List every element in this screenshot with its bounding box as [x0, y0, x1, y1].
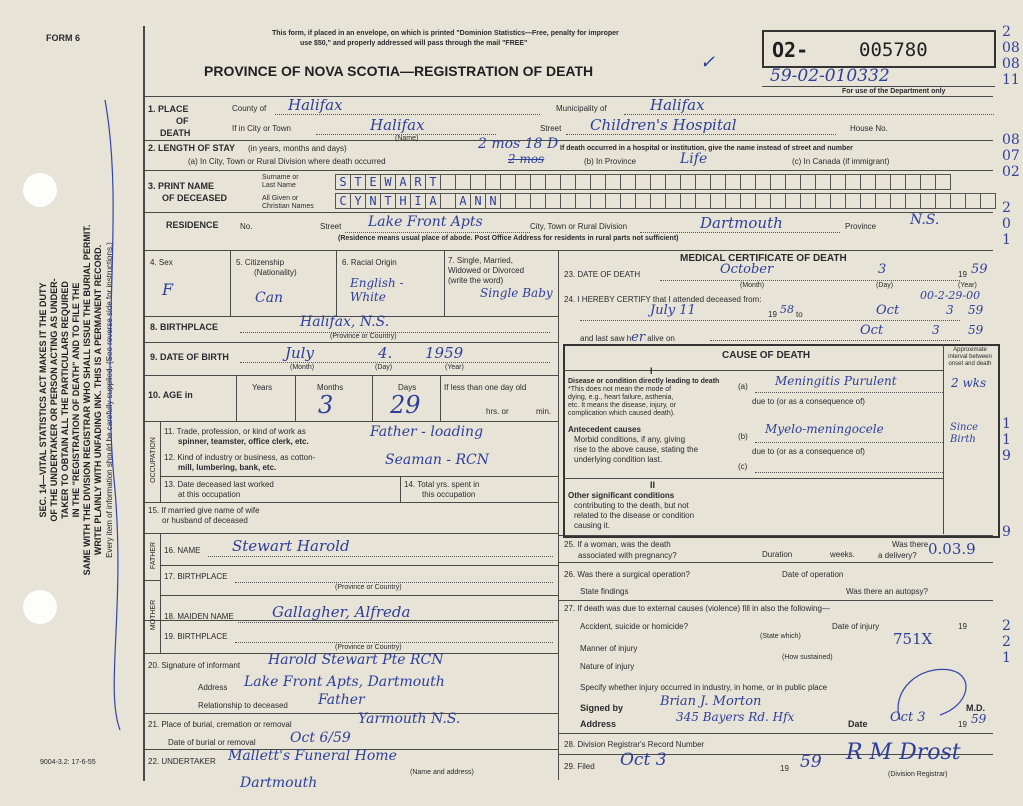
marital-label: 7. Single, Married, Widowed or Divorced (write the word) [448, 256, 525, 285]
surg26-text: Was there a surgical operation? [577, 570, 690, 579]
surname-char: R [411, 175, 426, 189]
undertaker-label: 22. UNDERTAKER [148, 757, 216, 766]
filed-nineteen: 19 [780, 764, 789, 773]
stay-c-label: (c) In Canada (if immigrant) [792, 157, 890, 166]
maiden18-text: MAIDEN NAME [177, 612, 234, 621]
months-label: Months [317, 383, 344, 392]
surname-label [262, 174, 299, 190]
date-burial-label: Date of burial or removal [168, 738, 256, 747]
state-findings-label: State findings [580, 587, 629, 596]
death-month: October [720, 262, 774, 277]
cause-a5: complication which caused death). [568, 410, 676, 417]
sign-address-label: Address [580, 719, 617, 729]
duration-label: Duration [762, 550, 793, 559]
stay-province-value: Life [680, 151, 708, 167]
surg26-label: 26. Was there a surgical operation? [564, 570, 690, 579]
dob-month: July [285, 344, 314, 362]
ante4: underlying condition last. [574, 455, 663, 464]
side-line-7: Every item of information should be carefully supplied. (See reverse side for instructions.) [105, 242, 114, 558]
side-line-3: TAKER TO OBTAIN ALL THE PARTICULARS REQUIRED [60, 281, 70, 519]
christian-text: Christian Names [262, 203, 314, 210]
margin-code: 2 [1002, 24, 1011, 40]
county-value: Halifax [288, 96, 343, 114]
date-death-label: 23. DATE OF DEATH [564, 270, 641, 279]
side-line-1: SEC. 14—VITAL STATISTICS ACT MAKES IT THE DUTY [38, 282, 48, 518]
dob-year-sub: (Year) [445, 364, 464, 371]
cause-a-value: Meningitis Purulent [775, 374, 897, 388]
municipality-label: Municipality of [556, 104, 607, 113]
cause-a-desc [568, 378, 719, 418]
margin-code: 2 [1002, 200, 1011, 216]
signature-loop [880, 660, 980, 730]
manner-label: Manner of injury [580, 644, 638, 653]
stay-note: (in years, months and days) [248, 144, 347, 153]
margin-code: 1 [1002, 416, 1011, 432]
occ12a-text: Kind of industry or business, as cotton- [177, 453, 316, 462]
attended-nineteen: 19 [768, 310, 777, 319]
dob-month-sub: (Month) [290, 364, 315, 371]
attended-to: Oct [876, 303, 900, 318]
years-label: Years [252, 383, 273, 392]
occ12b-text: mill, lumbering, bank, etc. [178, 463, 277, 472]
occ14-label: 14. Total yrs. spent in this occupation [404, 480, 480, 499]
birthplace17-label: 17. BIRTHPLACE [164, 572, 228, 581]
alive-on-value: Oct [860, 323, 884, 338]
given-char [441, 194, 456, 208]
date-injury-label: Date of injury [832, 622, 880, 631]
registration-number-box [762, 30, 996, 68]
other1: Other significant conditions [568, 491, 675, 500]
single-text: Single, Married, [456, 256, 513, 265]
marital-value: Single Baby [480, 286, 553, 300]
birthplace-label: 8. BIRTHPLACE [150, 322, 219, 332]
reg28-label: 28. Division Registrar's Record Number [564, 740, 705, 749]
father-name: Stewart Harold [232, 537, 350, 555]
burial-place: Yarmouth N.S. [358, 711, 461, 727]
filed-year: 59 [800, 752, 822, 772]
ante3: rise to the above cause, stating the [574, 445, 699, 454]
county-label: County of [232, 104, 267, 113]
manner-code: 751X [893, 630, 933, 648]
house-no-label: House No. [850, 124, 888, 133]
filed-date: Oct 3 [620, 750, 667, 770]
surname-char: E [366, 175, 381, 189]
roman-two: II [650, 480, 656, 490]
occupation-vertical: OCCUPATION [150, 437, 157, 483]
given-grid [335, 193, 996, 209]
burial-date: Oct 6/59 [290, 730, 351, 746]
other3: related to the disease or condition [574, 511, 695, 520]
age-label: 10. AGE in [148, 390, 193, 400]
margin-code: 08 [1002, 40, 1020, 56]
surname-char: A [396, 175, 411, 189]
envelope-note-1: This form, if placed in an envelope, on which is printed "Dominion Statistics—Free, penalty for improper [272, 30, 619, 37]
given-char: A [426, 194, 441, 208]
margin-code: 9 [1002, 524, 1011, 540]
other2: contributing to the death, but not [574, 501, 689, 510]
blue-pen-stroke [95, 90, 135, 740]
side-line-2: OF THE UNDERTAKER OR PERSON ACTING AS UNDER- [49, 278, 59, 522]
side-line-5: SAME WITH THE DIVISION REGISTRAR WHO SHALL ISSUE THE BURIAL PERMIT. [82, 224, 92, 576]
given-char: T [381, 194, 396, 208]
margin-code: 9 [1002, 448, 1011, 464]
residence-no: No. [240, 222, 253, 231]
birthplace19-text: BIRTHPLACE [177, 632, 228, 641]
death-nineteen: 19 [958, 270, 967, 279]
margin-code: 2 [1002, 634, 1011, 650]
sig20-label: 20. Signature of informant [148, 661, 241, 670]
of-deceased-text: OF DECEASED [162, 193, 228, 203]
occ14b-text: this occupation [422, 490, 476, 499]
citizenship-value: Can [255, 290, 284, 306]
sex-value: F [162, 280, 174, 299]
certify-label: 24. I HEREBY CERTIFY that I attended deceased from: [564, 295, 762, 304]
all-given-text: All Given or [262, 195, 299, 202]
ext27-text: If death was due to external causes (violence) fill in also the following— [577, 604, 830, 613]
given-char: N [486, 194, 501, 208]
cause-a1: Disease or condition directly leading to death [568, 378, 720, 385]
reg-prefix: O2- [772, 38, 809, 62]
occ11a-text: Trade, profession, or kind of work as [176, 427, 306, 436]
length-stay-label: 2. LENGTH OF STAY [148, 143, 236, 153]
residence-city: Dartmouth [700, 214, 783, 232]
death-day-sub: (Day) [876, 282, 894, 289]
weeks-label: weeks. [830, 550, 855, 559]
date-op-label: Date of operation [782, 570, 844, 579]
dob-label: 9. DATE OF BIRTH [150, 352, 229, 362]
margin-code: 02 [1002, 164, 1020, 180]
preg25-label: 25. If a woman, was the death associated with pregnancy? [564, 540, 677, 560]
margin-code: 07 [1002, 148, 1020, 164]
margin-code: 11 [1002, 72, 1020, 88]
widowed-text: Widowed or Divorced [448, 266, 525, 275]
surname-char: W [381, 175, 396, 189]
stay-a-label: (a) In City, Town or Rural Division where death occurred [188, 157, 386, 166]
cause-b-value: Myelo-meningocele [765, 422, 884, 436]
birthplace17-text: BIRTHPLACE [177, 572, 228, 581]
print-name-text: PRINT NAME [158, 181, 215, 191]
city-value: Halifax [370, 116, 425, 134]
signed-by-label: Signed by [580, 703, 624, 713]
date-death-text: DATE OF DEATH [577, 270, 641, 279]
footer-code: 9004-3.2: 17-6-55 [40, 759, 96, 766]
form-id: FORM 6 [46, 33, 81, 43]
burial21-text: Place of burial, cremation or removal [161, 720, 292, 729]
birthplace-sub: (Province or Country) [330, 333, 397, 340]
cause-b-marker: (b) [738, 432, 748, 441]
right-margin-codes [1002, 24, 1020, 666]
occ14a-text: Total yrs. spent in [417, 480, 480, 489]
married-text: If married give name of wife [161, 506, 260, 515]
nature-label: Nature of injury [580, 662, 635, 671]
antecedent-desc [568, 425, 698, 465]
dept-use: For use of the Department only [842, 88, 946, 95]
age-text: AGE in [162, 390, 193, 400]
margin-code: 0 [1002, 216, 1011, 232]
roman-one: I [650, 366, 653, 376]
prov-country-19: (Province or Country) [335, 644, 402, 651]
occ11-label: 11. Trade, profession, or kind of work as spinner, teamster, office clerk, etc. [164, 427, 309, 446]
name-sub: (Name) [395, 135, 419, 142]
filed29-text: Filed [577, 762, 595, 771]
burial21-label: 21. Place of burial, cremation or removal [148, 720, 292, 729]
residence-note: (Residence means usual place of abode. Post Office Address for residents in rural parts not sufficient) [338, 235, 679, 242]
certify-text: I HEREBY CERTIFY that I attended deceased from: [577, 295, 762, 304]
injury-nineteen: 19 [958, 622, 967, 631]
length-stay-text: LENGTH OF STAY [158, 143, 236, 153]
occ11b-text: spinner, teamster, office clerk, etc. [178, 437, 309, 446]
alive-on-day: 3 [932, 323, 940, 337]
cause-a4: etc. It means the disease, injury, or [568, 402, 677, 409]
relationship-label: Relationship to deceased [198, 701, 288, 710]
reg28-text: Division Registrar's Record Number [577, 740, 705, 749]
surname-char: T [351, 175, 366, 189]
street-value: Children's Hospital [590, 116, 737, 134]
given-char: N [366, 194, 381, 208]
delivery-b: a delivery? [878, 551, 917, 560]
surname-char: S [336, 175, 351, 189]
birthplace-text: BIRTHPLACE [160, 322, 219, 332]
filed29-label: 29. Filed [564, 762, 595, 771]
residence-province: N.S. [910, 212, 940, 228]
div-registrar: (Division Registrar) [888, 771, 948, 778]
preg25a-text: If a woman, was the death [577, 540, 671, 549]
place-text: PLACE [158, 104, 189, 114]
how-sustained: (How sustained) [782, 654, 833, 661]
sex-text: Sex [158, 258, 173, 267]
hrs-label: hrs. or [486, 407, 509, 416]
print-name-label: 3. PRINT NAME OF DECEASED [148, 181, 228, 203]
mother-maiden: Gallagher, Alfreda [272, 603, 411, 621]
dob-day-sub: (Day) [375, 364, 393, 371]
approx-interval: Approximate interval between onset and death [948, 347, 992, 367]
or-husband-text: or husband of deceased [162, 516, 248, 525]
residence-province-label: Province [845, 222, 877, 231]
ante1: Antecedent causes [568, 425, 641, 434]
less-than-day: If less than one day old [444, 383, 527, 392]
hospital-note: If death occurred in a hospital or institution, give the name instead of street and number [560, 145, 853, 152]
ext27-label: 27. If death was due to external causes (violence) fill in also the following— [564, 604, 830, 613]
surname-text: Surname or [262, 174, 299, 181]
name-addr-sub: (Name and address) [410, 769, 474, 776]
accident-label: Accident, suicide or homicide? [580, 622, 689, 631]
autopsy-label: Was there an autopsy? [846, 587, 928, 596]
given-char: Y [351, 194, 366, 208]
delivery-a: Was there [892, 540, 929, 549]
death-text: DEATH [160, 128, 191, 138]
due-to-2: due to (or as a consequence of) [752, 447, 865, 456]
informant-value: Harold Stewart Pte RCN [268, 652, 444, 668]
municipality-value: Halifax [650, 96, 705, 114]
margin-code: 1 [1002, 432, 1011, 448]
days-label: Days [398, 383, 417, 392]
racial-text: Racial Origin [350, 258, 397, 267]
dob-year: 1959 [425, 344, 464, 362]
sign-nineteen: 19 [958, 720, 967, 729]
attended-to-label: to [796, 310, 803, 319]
delivery-value: 0.03.9 [928, 540, 976, 558]
place-label: 1. PLACE OF DEATH [148, 104, 191, 138]
age-months: 3 [318, 391, 334, 419]
stay-b-label: (b) In Province [584, 157, 637, 166]
other4: causing it. [574, 521, 611, 530]
margin-code: 08 [1002, 56, 1020, 72]
specify-label: Specify whether injury occurred in industry, in home, or in public place [580, 683, 828, 692]
attended-from-yr: 58 [780, 303, 794, 316]
delivery-label [878, 539, 928, 561]
sign-date-label: Date [848, 719, 868, 729]
reg-number: 005780 [859, 39, 928, 61]
racial-label: 6. Racial Origin [342, 258, 397, 267]
margin-code: 1 [1002, 650, 1011, 666]
sign-year: 59 [971, 712, 987, 726]
relationship-value: Father [318, 692, 365, 708]
given-char: N [471, 194, 486, 208]
undertaker2-value: Dartmouth [240, 775, 318, 791]
sign-address-value: 345 Bayers Rd. Hfx [676, 710, 795, 724]
father-vertical: FATHER [150, 541, 157, 570]
med-cert-title: MEDICAL CERTIFICATE OF DEATH [680, 253, 847, 264]
registrar-signature: R M Drost [846, 740, 961, 765]
margin-code: 1 [1002, 232, 1011, 248]
occ13b-text: at this occupation [178, 490, 241, 499]
death-day: 3 [878, 262, 887, 277]
occ11-value: Father - loading [370, 424, 484, 440]
alive-on-yr: 59 [968, 323, 984, 337]
street-label: Street [540, 124, 562, 133]
name16-label: 16. NAME [164, 546, 201, 555]
death-year: 59 [971, 262, 988, 277]
last-saw-text: and last saw h [580, 334, 632, 343]
undertaker-text: UNDERTAKER [161, 757, 216, 766]
reg-number-2: 59-02-010332 [770, 66, 890, 86]
margin-code: 2 [1002, 618, 1011, 634]
cause-a-marker: (a) [738, 382, 748, 391]
ante2: Morbid conditions, if any, giving [574, 435, 686, 444]
nationality-text: (Nationality) [254, 268, 297, 277]
surname-grid [335, 174, 951, 190]
residence-label: RESIDENCE [166, 220, 219, 230]
margin-code: 08 [1002, 132, 1020, 148]
cause-a2: *This does not mean the mode of [568, 386, 672, 393]
dob-day: 4. [378, 344, 393, 362]
inf-address-label: Address [198, 683, 228, 692]
birthplace-value: Halifax, N.S. [300, 314, 390, 330]
occ13-label: 13. Date deceased last worked at this occupation [164, 480, 274, 499]
other-desc [568, 491, 694, 531]
attended-to-yr: 59 [968, 303, 984, 317]
residence-city-label: City, Town or Rural Division [530, 222, 628, 231]
side-line-6: WRITE PLAINLY WITH UNFADING INK. THIS IS A PERMANENT RECORD. [93, 244, 103, 556]
undertaker-value: Mallett's Funeral Home [228, 748, 397, 764]
surname-char: T [426, 175, 441, 189]
sign-date-value: Oct 3 [890, 710, 926, 725]
occ12-value: Seaman - RCN [385, 452, 489, 468]
residence-street-label: Street [320, 222, 342, 231]
name16-text: NAME [177, 546, 201, 555]
occ13a-text: Date deceased last worked [177, 480, 274, 489]
attended-from: July 11 [650, 303, 696, 318]
inf-address-value: Lake Front Apts, Dartmouth [244, 674, 445, 690]
attended-extra: 00-2-29-00 [920, 289, 981, 302]
birthplace19-label: 19. BIRTHPLACE [164, 632, 228, 641]
envelope-note-2: use $50," and properly addressed will pass through the mail "FREE" [300, 40, 528, 47]
city-label: If in City or Town [232, 124, 291, 133]
mother-vertical: MOTHER [150, 599, 157, 631]
racial-value: English - White [350, 276, 404, 304]
given-char: H [396, 194, 411, 208]
given-label [262, 195, 314, 211]
sex-label: 4. Sex [150, 258, 173, 267]
attended-to-day: 3 [946, 303, 954, 317]
given-char: C [336, 194, 351, 208]
stay-city-value: 2 mos 18 D [478, 136, 559, 152]
death-year-sub: (Year) [958, 282, 977, 289]
dob-text: DATE OF BIRTH [160, 352, 229, 362]
form-title: PROVINCE OF NOVA SCOTIA—REGISTRATION OF DEATH [204, 63, 594, 79]
citizenship-label: 5. Citizenship (Nationality) [236, 258, 297, 277]
cause-a3: dying, e.g., heart failure, asthenia, [568, 394, 674, 401]
state-which: (State which) [760, 633, 801, 640]
married-label: 15. If married give name of wife or husband of deceased [148, 506, 260, 525]
occ12-label: 12. Kind of industry or business, as cotton- mill, lumbering, bank, etc. [164, 453, 316, 472]
given-char: A [456, 194, 471, 208]
residence-street: Lake Front Apts [368, 214, 483, 230]
death-month-sub: (Month) [740, 282, 765, 289]
maiden18-label: 18. MAIDEN NAME [164, 612, 234, 621]
preg25b-text: associated with pregnancy? [578, 551, 677, 560]
sig20-text: Signature of informant [161, 661, 241, 670]
cause-c-marker: (c) [738, 462, 748, 471]
cause-b-interval: Since Birth [950, 422, 979, 445]
cause-title: CAUSE OF DEATH [722, 350, 811, 361]
cause-a-interval: 2 wks [951, 376, 987, 390]
age-days: 29 [390, 391, 421, 419]
last-saw-label [580, 330, 675, 345]
prov-country-17: (Province or Country) [335, 584, 402, 591]
min-label: min. [536, 407, 552, 416]
write-word-text: (write the word) [448, 276, 504, 285]
given-char: I [411, 194, 426, 208]
alive-on-text: alive on [647, 334, 675, 343]
md-label: M.D. [966, 703, 985, 713]
due-to-1: due to (or as a consequence of) [752, 397, 865, 406]
signed-by-value: Brian J. Morton [660, 694, 762, 709]
last-name-text: Last Name [262, 182, 296, 189]
citizenship-text: Citizenship [244, 258, 285, 267]
side-line-4: IN THE "REGISTRATION OF DEATH" AND TO FILE THE [71, 282, 81, 518]
stay-city2-value: 2 mos [508, 152, 545, 166]
of-text: OF [176, 116, 189, 126]
last-saw-suffix: er [631, 330, 646, 345]
title-check-mark: ✓ [700, 52, 716, 73]
